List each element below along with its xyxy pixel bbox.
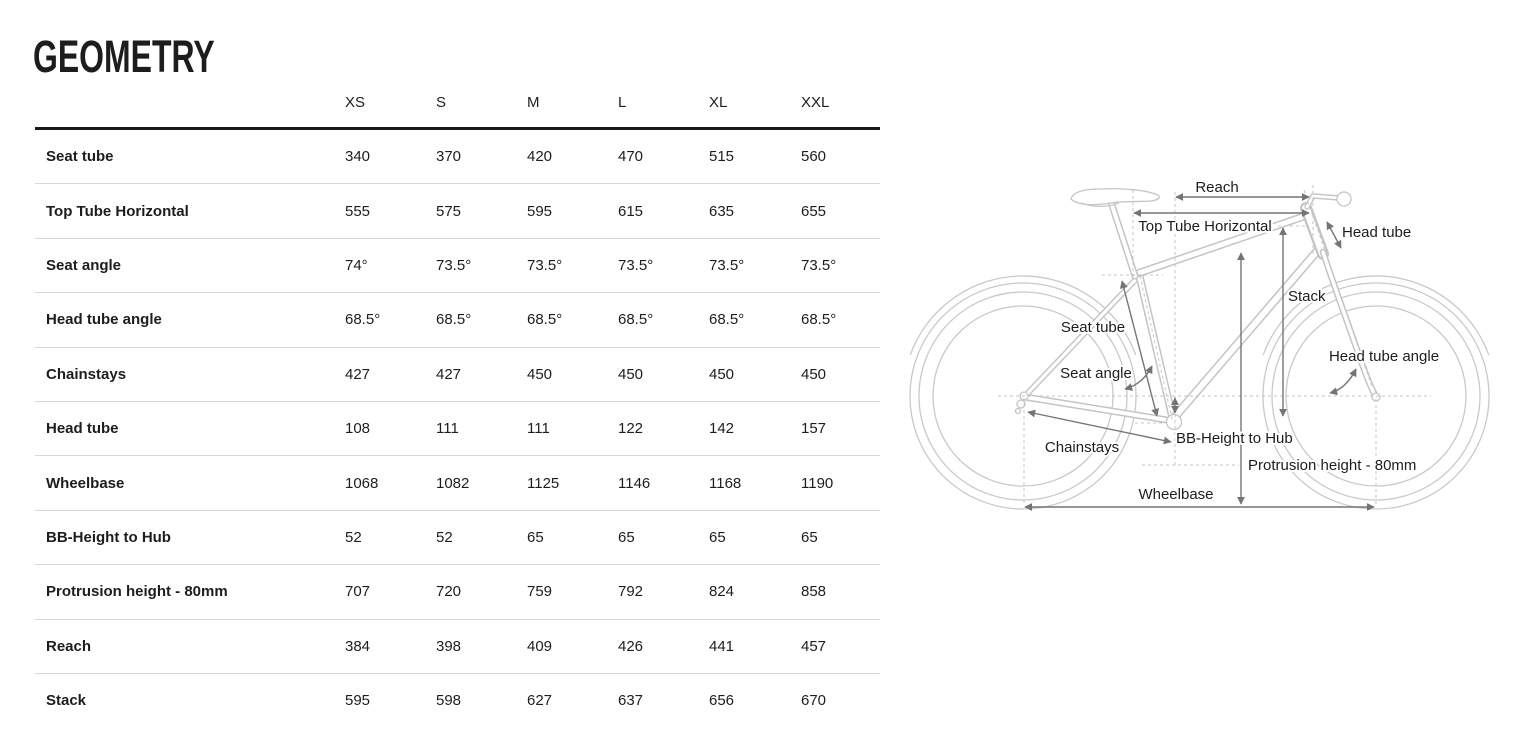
value-cell: 450: [527, 365, 553, 383]
value-cell: 595: [345, 692, 371, 710]
value-cell: 575: [436, 202, 462, 220]
value-cell: 1082: [436, 474, 470, 492]
table-row: [35, 620, 880, 674]
value-cell: 1068: [345, 474, 379, 492]
head-tube-angle-arc-arrow: [1330, 369, 1356, 393]
bb-height-label: BB-Height to Hub: [1176, 430, 1293, 447]
value-cell: 142: [709, 420, 735, 438]
row-label: Seat tube: [46, 148, 114, 166]
page-title: GEOMETRY: [33, 31, 215, 82]
value-cell: 450: [618, 365, 644, 383]
size-column-header: L: [618, 94, 627, 111]
reach-label: Reach: [1195, 179, 1239, 196]
table-row: [35, 402, 880, 456]
value-cell: 759: [527, 583, 553, 601]
bike-geometry-diagram: [895, 145, 1539, 530]
value-cell: 68.5°: [709, 311, 745, 329]
seat-angle-label: Seat angle: [1060, 365, 1132, 382]
derailleur-cage: [1016, 409, 1021, 414]
value-cell: 441: [709, 637, 735, 655]
protrusion-label: Protrusion height - 80mm: [1248, 457, 1417, 474]
chainstays-label: Chainstays: [1044, 439, 1120, 456]
value-cell: 670: [801, 692, 827, 710]
head-tube-angle-label: Head tube angle: [1328, 348, 1440, 365]
table-row: [35, 674, 880, 727]
value-cell: 1146: [618, 474, 651, 492]
value-cell: 637: [618, 692, 644, 710]
bottom-bracket: [1167, 415, 1182, 430]
value-cell: 111: [436, 420, 459, 438]
value-cell: 792: [618, 583, 644, 601]
value-cell: 68.5°: [436, 311, 472, 329]
value-cell: 52: [436, 528, 453, 546]
value-cell: 515: [709, 148, 735, 166]
stack-label: Stack: [1288, 288, 1326, 305]
row-label: Protrusion height - 80mm: [46, 583, 228, 601]
value-cell: 555: [345, 202, 371, 220]
head-tube-dimension-arrow: [1327, 222, 1341, 248]
value-cell: 370: [436, 148, 462, 166]
value-cell: 74°: [345, 256, 368, 274]
value-cell: 409: [527, 637, 553, 655]
size-column-header: XXL: [801, 94, 830, 111]
value-cell: 73.5°: [527, 256, 563, 274]
value-cell: 858: [801, 583, 827, 601]
row-label: Top Tube Horizontal: [46, 202, 189, 220]
table-row: [35, 239, 880, 293]
table-body: [35, 130, 880, 727]
value-cell: 635: [709, 202, 735, 220]
size-column-header: S: [436, 94, 447, 111]
handlebar: [1337, 192, 1351, 206]
row-label: Stack: [46, 692, 87, 710]
size-column-header: M: [527, 94, 540, 111]
value-cell: 65: [801, 528, 818, 546]
value-cell: 122: [618, 420, 644, 438]
table-row: [35, 456, 880, 510]
value-cell: 427: [345, 365, 371, 383]
table-row: [35, 511, 880, 565]
value-cell: 720: [436, 583, 462, 601]
value-cell: 68.5°: [345, 311, 381, 329]
saddle: [1071, 189, 1159, 205]
value-cell: 157: [801, 420, 827, 438]
value-cell: 426: [618, 637, 644, 655]
value-cell: 73.5°: [709, 256, 745, 274]
value-cell: 450: [801, 365, 827, 383]
table-row: [35, 130, 880, 184]
value-cell: 824: [709, 583, 735, 601]
value-cell: 470: [618, 148, 644, 166]
value-cell: 1125: [527, 474, 560, 492]
value-cell: 595: [527, 202, 553, 220]
size-column-header: XS: [345, 94, 366, 111]
head-tube-label: Head tube: [1342, 224, 1412, 241]
value-cell: 73.5°: [618, 256, 654, 274]
size-column-header: XL: [709, 94, 728, 111]
seat-tube-label: Seat tube: [1060, 319, 1126, 336]
row-label: Chainstays: [46, 365, 127, 383]
row-label: BB-Height to Hub: [46, 528, 171, 546]
table-row: [35, 293, 880, 347]
value-cell: 111: [527, 420, 550, 438]
value-cell: 73.5°: [436, 256, 472, 274]
wheelbase-label: Wheelbase: [1138, 486, 1214, 503]
value-cell: 384: [345, 637, 371, 655]
geometry-table: [35, 88, 880, 727]
value-cell: 65: [709, 528, 726, 546]
value-cell: 560: [801, 148, 827, 166]
value-cell: 707: [345, 583, 371, 601]
value-cell: 457: [801, 637, 827, 655]
value-cell: 65: [527, 528, 544, 546]
row-label: Seat angle: [46, 256, 122, 274]
row-label: Reach: [46, 637, 92, 655]
value-cell: 656: [709, 692, 735, 710]
table-header-row: [35, 88, 880, 130]
header-spacer: [35, 88, 345, 127]
row-label: Head tube: [46, 420, 119, 438]
value-cell: 1168: [709, 474, 742, 492]
top-tube-label: Top Tube Horizontal: [1138, 218, 1272, 235]
value-cell: 340: [345, 148, 371, 166]
value-cell: 68.5°: [618, 311, 654, 329]
value-cell: 65: [618, 528, 635, 546]
value-cell: 1190: [801, 474, 834, 492]
table-row: [35, 565, 880, 619]
value-cell: 420: [527, 148, 553, 166]
value-cell: 615: [618, 202, 644, 220]
table-row: [35, 184, 880, 238]
value-cell: 68.5°: [801, 311, 837, 329]
value-cell: 627: [527, 692, 553, 710]
value-cell: 450: [709, 365, 735, 383]
value-cell: 655: [801, 202, 827, 220]
row-label: Head tube angle: [46, 311, 162, 329]
value-cell: 108: [345, 420, 371, 438]
value-cell: 598: [436, 692, 462, 710]
row-label: Wheelbase: [46, 474, 125, 492]
table-row: [35, 348, 880, 402]
value-cell: 52: [345, 528, 362, 546]
value-cell: 73.5°: [801, 256, 837, 274]
value-cell: 398: [436, 637, 462, 655]
value-cell: 68.5°: [527, 311, 563, 329]
value-cell: 427: [436, 365, 462, 383]
